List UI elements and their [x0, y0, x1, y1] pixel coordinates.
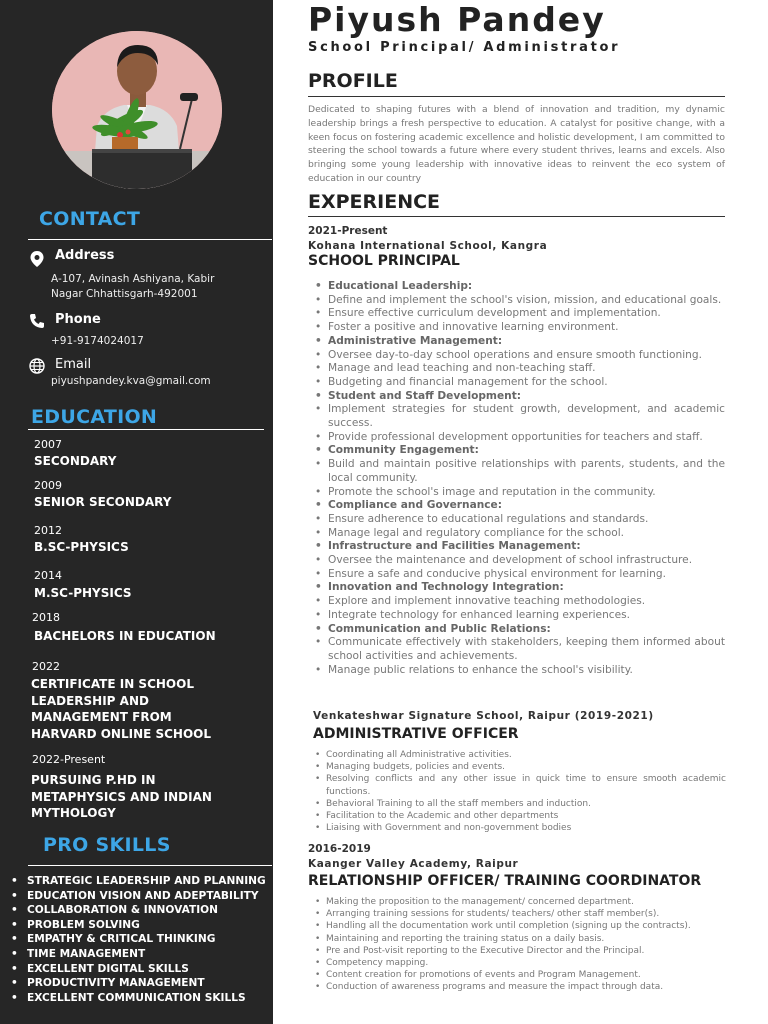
- skills-section-title: PRO SKILLS: [43, 834, 171, 856]
- responsibility-item: • Ensure adherence to educational regulations and standards.: [328, 513, 725, 527]
- responsibility-item: • Content creation for promotions of events and Program Management.: [326, 969, 726, 981]
- responsibility-item: • Resolving conflicts and any other issue in quick time to ensure smooth academic functions.: [326, 773, 726, 797]
- responsibility-item: • Managing budgets, policies and events.: [326, 761, 726, 773]
- education-section-title: EDUCATION: [31, 406, 158, 428]
- email-label: Email: [55, 357, 92, 372]
- globe-icon: [28, 357, 46, 375]
- job-responsibilities: [328, 280, 725, 677]
- responsibility-item: • Ensure a safe and conducive physical environment for learning.: [328, 568, 725, 582]
- job-organization: Kohana International School, Kangra: [308, 240, 548, 252]
- phone-value: +91-9174024017: [51, 335, 144, 347]
- responsibility-item: • Conduction of awareness programs and measure the impact through data.: [326, 981, 726, 993]
- responsibility-item: • Competency mapping.: [326, 957, 726, 969]
- skill-item: • TIME MANAGEMENT: [27, 947, 266, 962]
- contact-section-title: CONTACT: [39, 208, 141, 230]
- skill-item: • EDUCATION VISION AND ADEPTABILITY: [27, 889, 266, 904]
- responsibility-heading: • Innovation and Technology Integration:: [328, 581, 725, 595]
- responsibility-item: • Oversee the maintenance and development of school infrastructure.: [328, 554, 725, 568]
- skill-item: • COLLABORATION & INNOVATION: [27, 903, 266, 918]
- education-year: 2014: [34, 569, 62, 582]
- responsibility-heading: • Community Engagement:: [328, 444, 725, 458]
- job-years: 2016-2019: [308, 843, 371, 855]
- skill-item: • EMPATHY & CRITICAL THINKING: [27, 932, 266, 947]
- phone-label: Phone: [55, 312, 101, 327]
- responsibility-item: • Explore and implement innovative teaching methodologies.: [328, 595, 725, 609]
- responsibility-item: • Foster a positive and innovative learning environment.: [328, 321, 725, 335]
- responsibility-heading: • Administrative Management:: [328, 335, 725, 349]
- education-year: 2012: [34, 524, 62, 537]
- education-year: 2018: [32, 611, 60, 624]
- job-responsibilities: [326, 749, 726, 834]
- contact-divider: [28, 239, 272, 240]
- responsibility-heading: • Communication and Public Relations:: [328, 623, 725, 637]
- responsibility-item: • Promote the school's image and reputation in the community.: [328, 486, 725, 500]
- education-degree: B.SC-PHYSICS: [34, 540, 129, 554]
- experience-divider: [308, 216, 725, 217]
- responsibility-heading: • Infrastructure and Facilities Management:: [328, 540, 725, 554]
- responsibility-heading: • Educational Leadership:: [328, 280, 725, 294]
- responsibility-item: • Manage legal and regulatory compliance for the school.: [328, 527, 725, 541]
- education-year: 2022: [32, 660, 60, 673]
- location-pin-icon: [28, 250, 46, 268]
- education-year: 2009: [34, 479, 62, 492]
- education-degree: CERTIFICATE IN SCHOOL LEADERSHIP AND MANAGEMENT FROM HARVARD ONLINE SCHOOL: [31, 677, 212, 741]
- responsibility-item: • Ensure effective curriculum development and implementation.: [328, 307, 725, 321]
- person-name: Piyush Pandey: [308, 0, 606, 39]
- experience-section-title: EXPERIENCE: [308, 191, 441, 213]
- job-title: RELATIONSHIP OFFICER/ TRAINING COORDINATOR: [308, 873, 702, 889]
- responsibility-item: • Facilitation to the Academic and other departments: [326, 810, 726, 822]
- skill-item: • STRATEGIC LEADERSHIP AND PLANNING: [27, 874, 266, 889]
- profile-summary: Dedicated to shaping futures with a blend of innovation and tradition, my dynamic leadership brings a fresh perspective to education. A catalyst for positive change, with a keen focus on fostering academic excellence and holistic development, I am committed to steering the school towards a future where every student thrives, learns and excels. Also bringing some young leadership with innovative ideas to reinvent the eco system of education in our country: [308, 104, 725, 184]
- address-value: A-107, Avinash Ashiyana, Kabir Nagar Chhattisgarh-492001: [51, 273, 215, 300]
- education-degree: SENIOR SECONDARY: [34, 495, 172, 509]
- profile-section-title: PROFILE: [308, 70, 398, 92]
- responsibility-item: • Pre and Post-visit reporting to the Executive Director and the Principal.: [326, 945, 726, 957]
- skills-divider: [28, 865, 272, 866]
- job-title: SCHOOL PRINCIPAL: [308, 253, 460, 269]
- sidebar: [0, 0, 273, 1024]
- skill-item: • EXCELLENT DIGITAL SKILLS: [27, 962, 266, 977]
- address-label: Address: [55, 248, 115, 263]
- responsibility-item: • Implement strategies for student growth, development, and academic success.: [328, 403, 725, 430]
- person-role: School Principal/ Administrator: [308, 40, 621, 55]
- education-degree: PURSUING P.HD IN METAPHYSICS AND INDIAN MYTHOLOGY: [31, 773, 212, 820]
- responsibility-item: • Behavioral Training to all the staff members and induction.: [326, 798, 726, 810]
- responsibility-item: • Making the proposition to the management/ concerned department.: [326, 896, 726, 908]
- responsibility-item: • Manage and lead teaching and non-teaching staff.: [328, 362, 725, 376]
- education-year: 2007: [34, 438, 62, 451]
- responsibility-item: • Build and maintain positive relationships with parents, students, and the local community.: [328, 458, 725, 485]
- responsibility-item: • Maintaining and reporting the training status on a daily basis.: [326, 933, 726, 945]
- education-divider: [28, 429, 264, 430]
- job-responsibilities: [326, 896, 726, 994]
- education-year: 2022-Present: [32, 753, 106, 766]
- responsibility-item: • Integrate technology for enhanced learning experiences.: [328, 609, 725, 623]
- skills-list: [10, 874, 266, 1005]
- profile-divider: [308, 96, 725, 97]
- skill-item: • PRODUCTIVITY MANAGEMENT: [27, 976, 266, 991]
- responsibility-item: • Budgeting and financial management for the school.: [328, 376, 725, 390]
- skill-item: • PROBLEM SOLVING: [27, 918, 266, 933]
- education-degree: M.SC-PHYSICS: [34, 586, 132, 600]
- responsibility-item: • Define and implement the school's vision, mission, and educational goals.: [328, 294, 725, 308]
- responsibility-heading: • Student and Staff Development:: [328, 390, 725, 404]
- skill-item: • EXCELLENT COMMUNICATION SKILLS: [27, 991, 266, 1006]
- profile-photo: [52, 31, 222, 189]
- responsibility-item: • Oversee day-to-day school operations and ensure smooth functioning.: [328, 349, 725, 363]
- responsibility-item: • Provide professional development opportunities for teachers and staff.: [328, 431, 725, 445]
- responsibility-item: • Coordinating all Administrative activities.: [326, 749, 726, 761]
- education-degree: BACHELORS IN EDUCATION: [34, 629, 216, 643]
- portrait-image: [52, 31, 222, 189]
- job-years: 2021-Present: [308, 225, 388, 237]
- responsibility-item: • Communicate effectively with stakeholders, keeping them informed about school activities and achievements.: [328, 636, 725, 663]
- responsibility-item: • Handling all the documentation work until completion (signing up the contracts).: [326, 920, 726, 932]
- email-value[interactable]: piyushpandey.kva@gmail.com: [51, 375, 211, 387]
- responsibility-item: • Arranging training sessions for students/ teachers/ other staff member(s).: [326, 908, 726, 920]
- responsibility-item: • Manage public relations to enhance the school's visibility.: [328, 664, 725, 678]
- responsibility-heading: • Compliance and Governance:: [328, 499, 725, 513]
- education-degree: SECONDARY: [34, 454, 117, 468]
- job-organization: Venkateshwar Signature School, Raipur (2019-2021): [313, 710, 654, 722]
- responsibility-item: • Liaising with Government and non-government bodies: [326, 822, 726, 834]
- phone-icon: [28, 312, 46, 330]
- job-title: ADMINISTRATIVE OFFICER: [313, 726, 519, 742]
- job-organization: Kaanger Valley Academy, Raipur: [308, 858, 519, 870]
